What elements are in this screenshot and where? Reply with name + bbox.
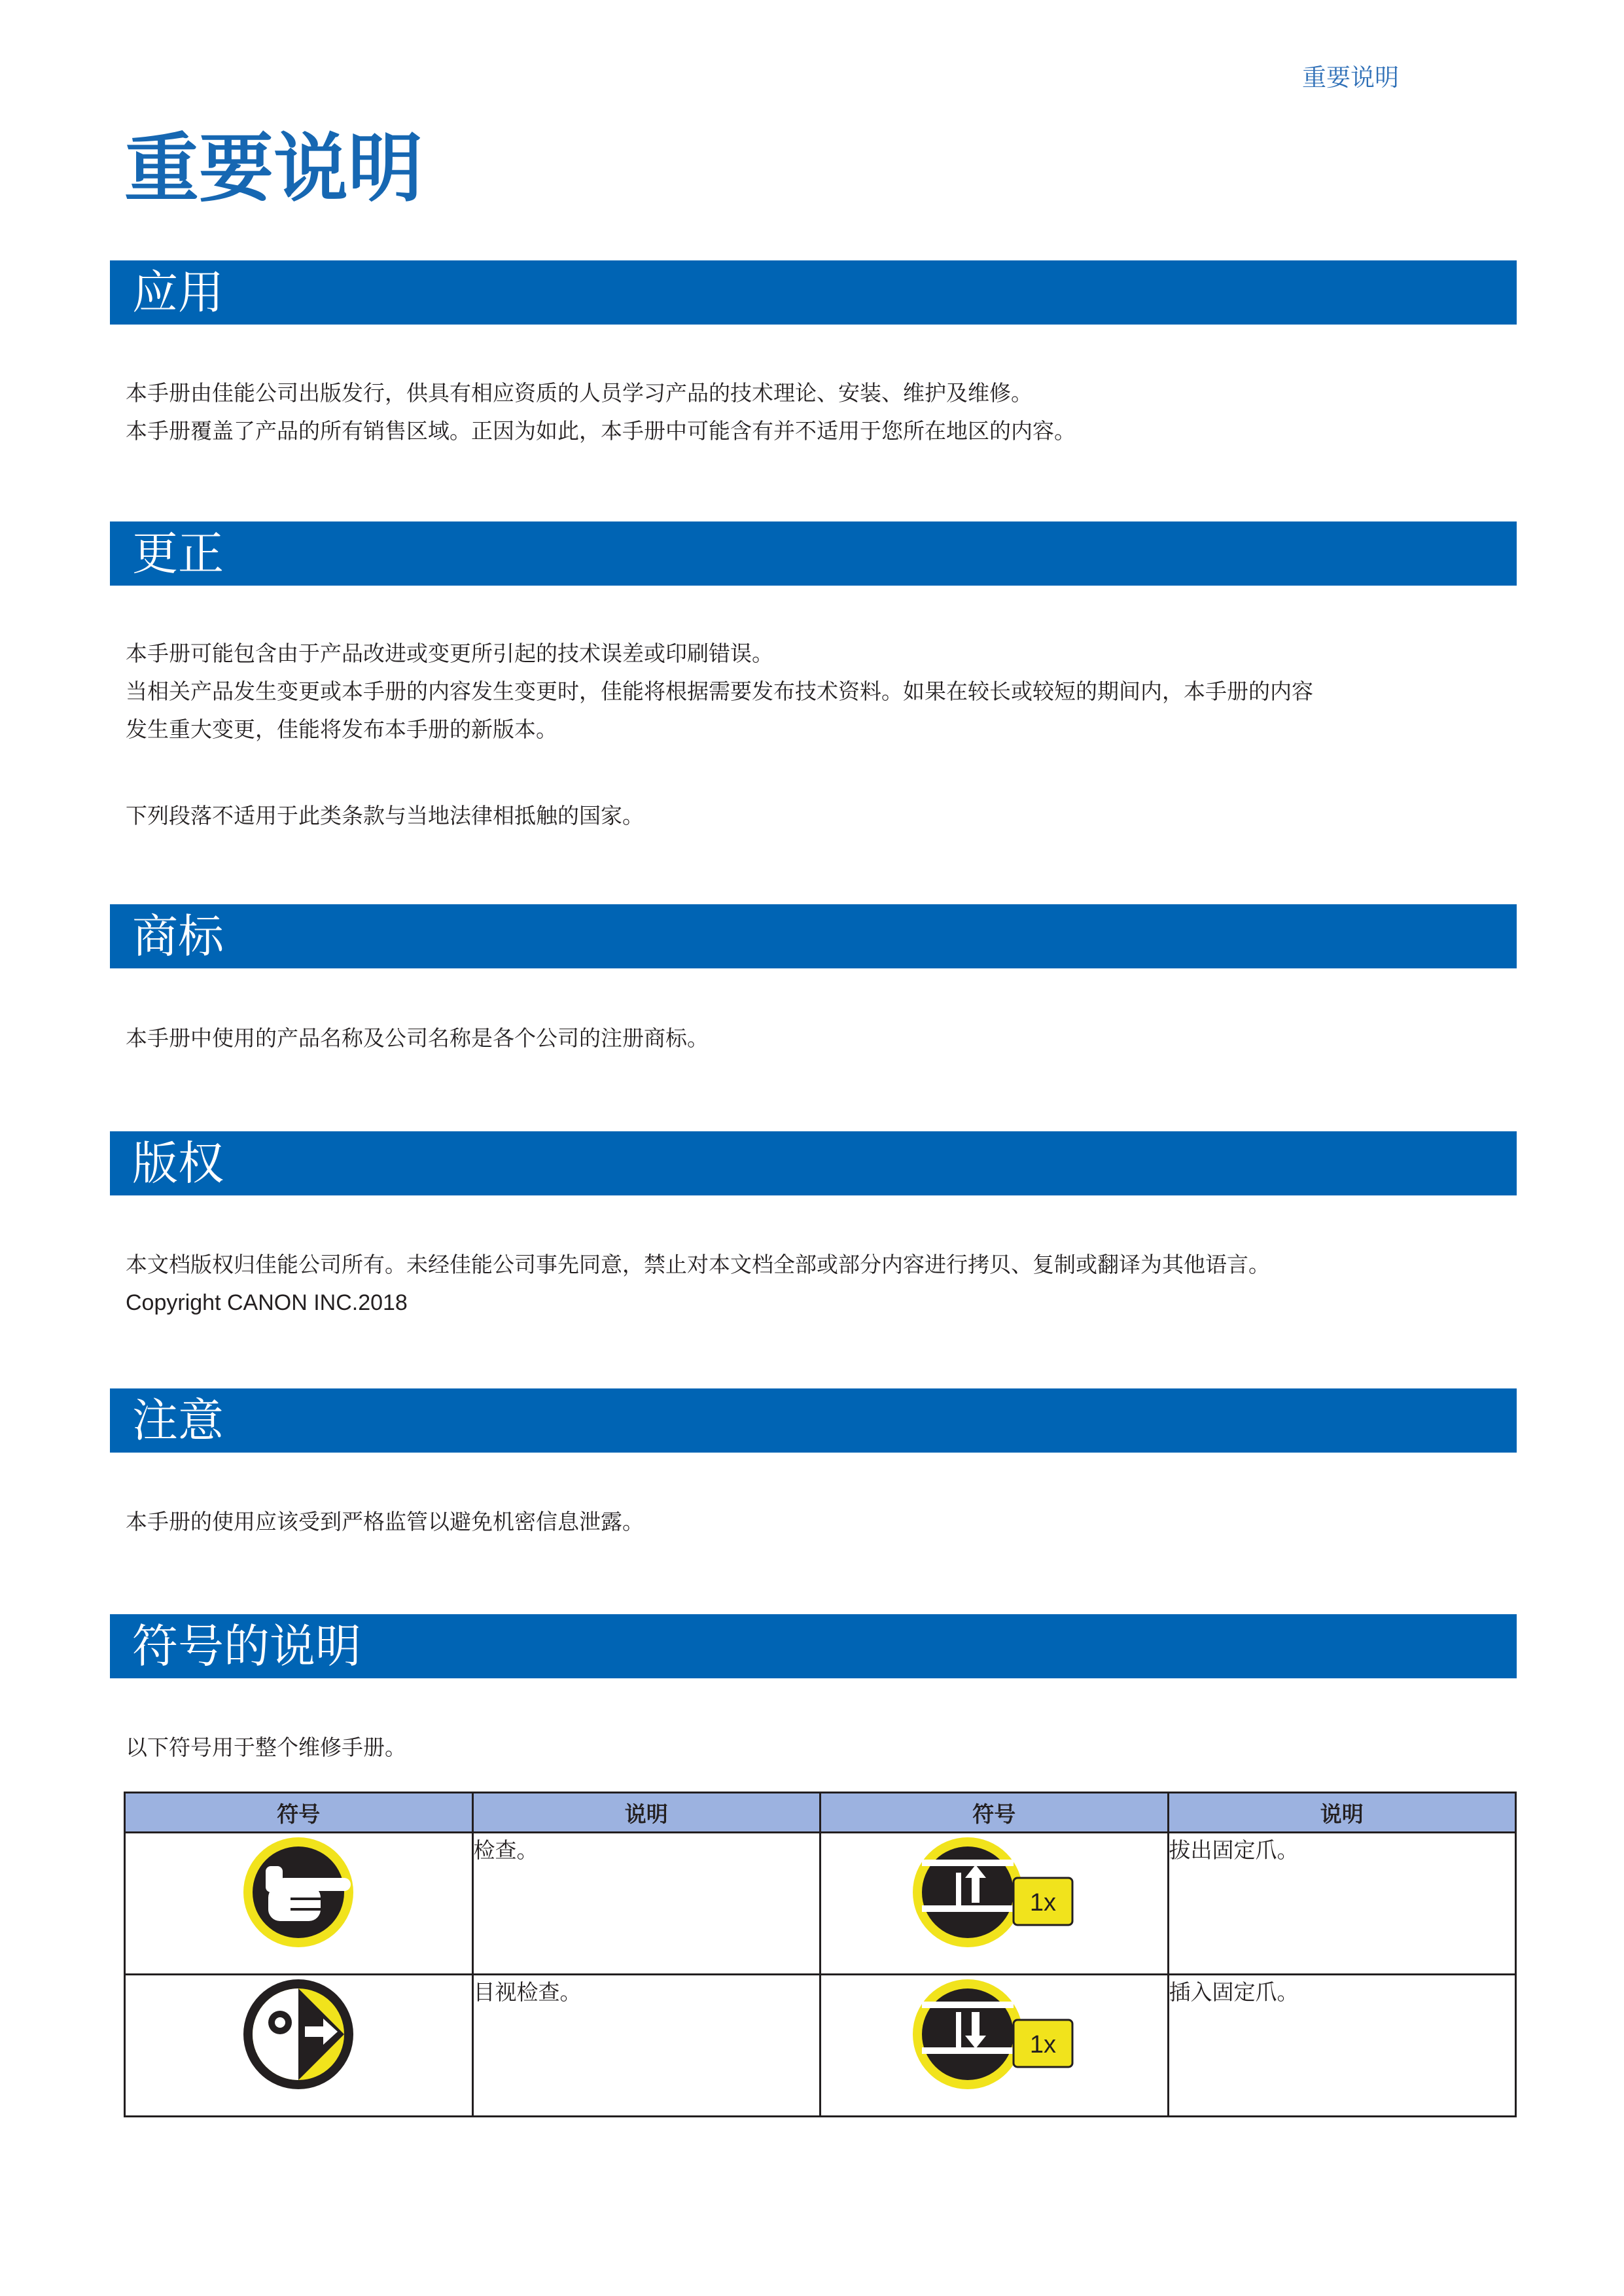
running-header: 重要说明 xyxy=(1302,63,1399,92)
header-desc-right: 说明 xyxy=(1168,1793,1516,1833)
symbol-table-header-row xyxy=(125,1793,1516,1833)
section-heading-application: 应用 xyxy=(110,260,1517,325)
application-text xyxy=(126,374,1513,450)
section-heading-caution: 注意 xyxy=(110,1388,1517,1453)
section-heading-copyright: 版权 xyxy=(110,1131,1517,1195)
claw-count-badge: 1x xyxy=(1030,1889,1057,1916)
symbol-cell xyxy=(125,1833,473,1975)
symbol-description: 插入固定爪。 xyxy=(1168,1975,1516,2117)
header-symbol-right: 符号 xyxy=(821,1793,1169,1833)
symbol-table xyxy=(124,1792,1517,2117)
section-heading-corrections: 更正 xyxy=(110,521,1517,586)
corrections-line-2: 当相关产品发生变更或本手册的内容发生变更时，佳能将根据需要发布技术资料。如果在较长或较短的期间内，本手册的内容 xyxy=(126,679,1313,704)
section-heading-trademarks: 商标 xyxy=(110,904,1517,968)
table-row xyxy=(125,1975,1516,2117)
copyright-line-1: 本文档版权归佳能公司所有。未经佳能公司事先同意，禁止对本文档全部或部分内容进行拷贝、复制或翻译为其他语言。 xyxy=(126,1252,1270,1277)
copyright-text xyxy=(126,1246,1513,1322)
release-claw-icon xyxy=(909,1833,1079,1951)
trademarks-line-1: 本手册中使用的产品名称及公司名称是各个公司的注册商标。 xyxy=(126,1025,709,1051)
header-desc-left: 说明 xyxy=(472,1793,821,1833)
symbol-cell xyxy=(821,1975,1169,2117)
claw-count-badge: 1x xyxy=(1030,2031,1057,2058)
page-title: 重要说明 xyxy=(124,125,423,212)
pointing-hand-icon xyxy=(239,1833,357,1951)
symbols-intro: 以下符号用于整个维修手册。 xyxy=(126,1735,406,1760)
symbol-description: 目视检查。 xyxy=(472,1975,821,2117)
symbol-description: 拔出固定爪。 xyxy=(1168,1833,1516,1975)
symbol-description: 检查。 xyxy=(472,1833,821,1975)
insert-claw-icon xyxy=(909,1975,1079,2093)
corrections-note: 下列段落不适用于此类条款与当地法律相抵触的国家。 xyxy=(126,803,644,828)
copyright-notice: Copyright CANON INC.2018 xyxy=(126,1290,408,1315)
corrections-line-3: 发生重大变更，佳能将发布本手册的新版本。 xyxy=(126,716,557,742)
caution-text xyxy=(126,1503,1513,1541)
application-line-1: 本手册由佳能公司出版发行，供具有相应资质的人员学习产品的技术理论、安装、维护及维修。 xyxy=(126,380,1033,406)
application-line-2: 本手册覆盖了产品的所有销售区域。正因为如此，本手册中可能含有并不适用于您所在地区的内容。 xyxy=(126,418,1076,444)
symbol-cell xyxy=(125,1975,473,2117)
trademarks-text xyxy=(126,1019,1513,1057)
table-row xyxy=(125,1833,1516,1975)
corrections-line-1: 本手册可能包含由于产品改进或变更所引起的技术误差或印刷错误。 xyxy=(126,641,773,666)
section-heading-symbols: 符号的说明 xyxy=(110,1614,1517,1678)
header-symbol-left: 符号 xyxy=(125,1793,473,1833)
caution-line-1: 本手册的使用应该受到严格监管以避免机密信息泄露。 xyxy=(126,1509,644,1534)
corrections-text xyxy=(126,635,1513,749)
eye-inspect-icon xyxy=(239,1975,357,2093)
symbol-cell xyxy=(821,1833,1169,1975)
